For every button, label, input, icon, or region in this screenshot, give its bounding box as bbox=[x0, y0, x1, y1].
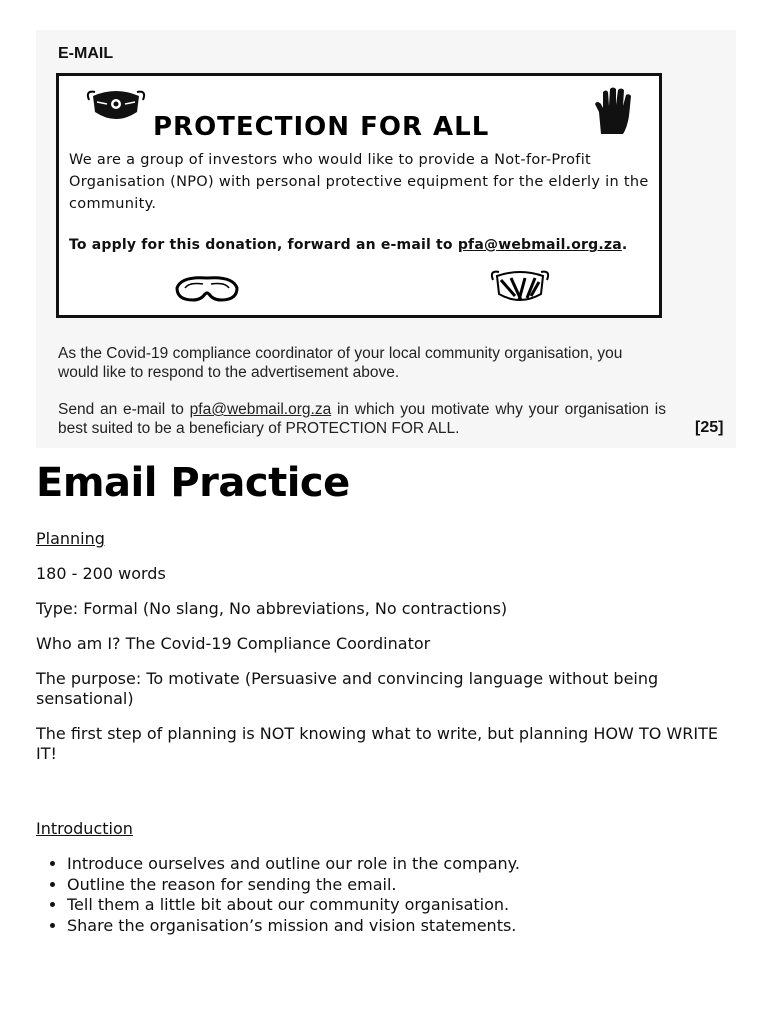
question-heading: E-MAIL bbox=[58, 45, 114, 62]
instruction-email-link[interactable]: pfa@webmail.org.za bbox=[189, 401, 332, 418]
purpose-note: The purpose: To motivate (Persuasive and convincing language without being sensational) bbox=[36, 669, 659, 708]
list-item: • Outline the reason for sending the email. bbox=[67, 875, 726, 896]
glove-icon bbox=[593, 86, 639, 140]
introduction-list bbox=[36, 854, 726, 936]
face-mask-icon bbox=[83, 82, 149, 130]
page-title: Email Practice bbox=[36, 460, 350, 506]
apply-email-link[interactable]: pfa@webmail.org.za bbox=[457, 237, 622, 253]
advertisement-apply-line bbox=[69, 237, 653, 253]
list-item: • Introduce ourselves and outline our role in the company. bbox=[67, 854, 726, 875]
list-item: • Share the organisation’s mission and vision statements. bbox=[67, 916, 726, 937]
marks-label: [25] bbox=[695, 419, 724, 436]
face-mask-icon bbox=[489, 266, 551, 310]
who-note: Who am I? The Covid-19 Compliance Coordinator bbox=[36, 634, 431, 653]
word-count-note: 180 - 200 words bbox=[36, 564, 166, 583]
planning-heading: Planning bbox=[36, 529, 105, 548]
type-note: Type: Formal (No slang, No abbreviations, No contractions) bbox=[36, 599, 508, 618]
advertisement-body: We are a group of investors who would like to provide a Not-for-Profit Organisation (NPO) with personal protective equipment for the elderly in the community. bbox=[69, 152, 649, 212]
instruction-2-suffix: in which you motivate why your organisation is best suited to be a beneficiary of PROTECTION FOR ALL. bbox=[58, 401, 667, 437]
notes-content bbox=[36, 529, 726, 936]
goggles-icon bbox=[175, 272, 239, 310]
advertisement-title: PROTECTION FOR ALL bbox=[153, 112, 490, 142]
introduction-heading: Introduction bbox=[36, 819, 133, 838]
instruction-paragraph-1: As the Covid-19 compliance coordinator of your local community organisation, you would like to respond to the advertisement above. bbox=[58, 345, 623, 381]
exam-question-scan bbox=[36, 30, 736, 448]
spacer bbox=[36, 779, 726, 819]
apply-prefix: To apply for this donation, forward an e-mail to bbox=[69, 237, 458, 253]
first-step-note: The first step of planning is NOT knowing what to write, but planning HOW TO WRITE IT! bbox=[36, 724, 718, 763]
instruction-2-prefix: Send an e-mail to bbox=[58, 401, 190, 418]
apply-suffix: . bbox=[621, 237, 628, 253]
list-item: • Tell them a little bit about our community organisation. bbox=[67, 895, 726, 916]
advertisement-box bbox=[56, 73, 662, 318]
instruction-paragraph-2 bbox=[58, 400, 666, 438]
